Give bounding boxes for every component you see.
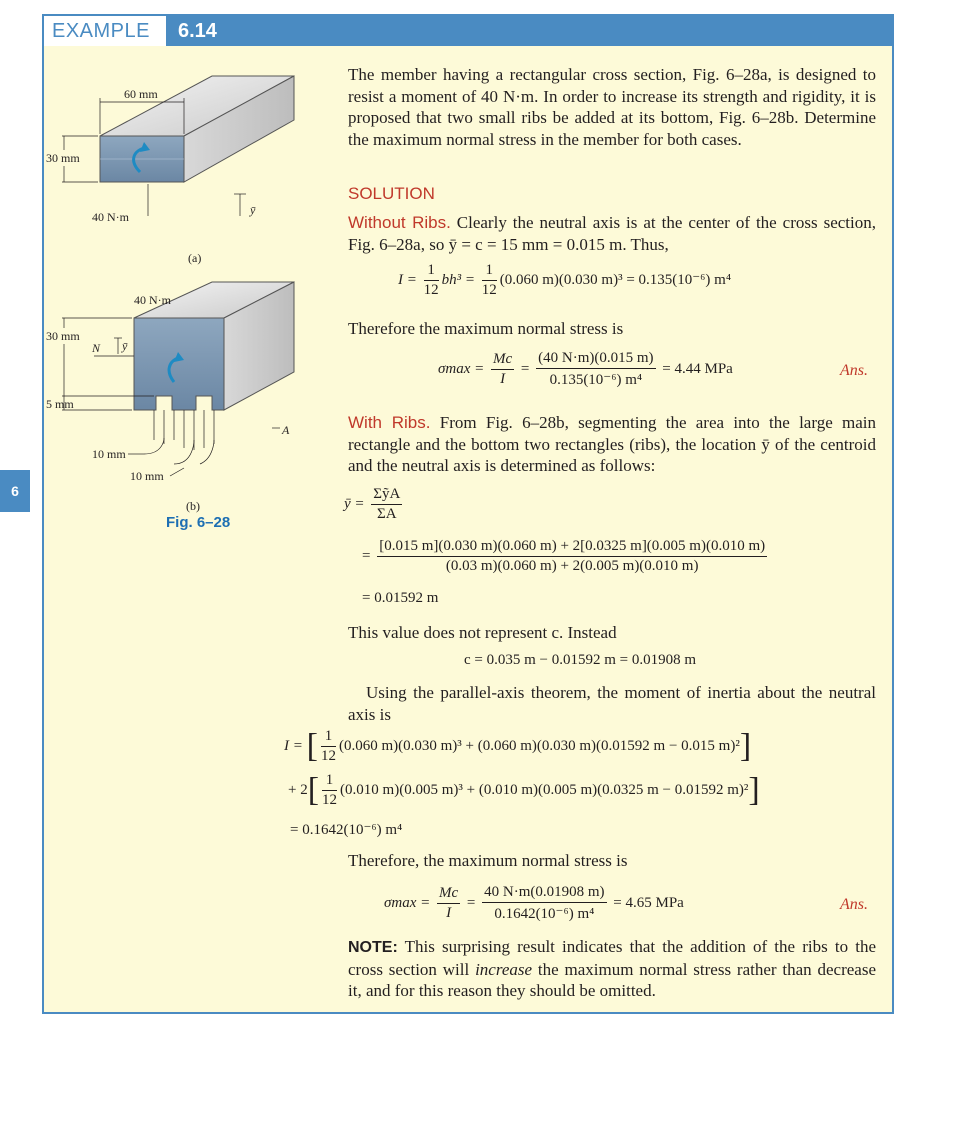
eq-inertia-a-frac1-num: 1 xyxy=(424,262,439,281)
eq-sigma-a-frac2-num: (40 N·m)(0.015 m) xyxy=(536,350,655,369)
note-emphasis: increase xyxy=(475,959,533,979)
eq-inertia-a-mid: bh³ = xyxy=(441,271,475,288)
eq-inertia-b1-close-bracket: ] xyxy=(739,727,752,765)
fig-b-rib-gap-label: 10 mm xyxy=(130,469,164,483)
without-ribs-paragraph xyxy=(348,212,876,255)
eq-ybar-lhs: ȳ = xyxy=(344,495,365,512)
eq-sigma-a-frac1-num: Mc xyxy=(491,351,514,370)
example-header xyxy=(44,16,892,46)
eq-sigma-a-frac2 xyxy=(536,350,655,389)
eq-sigma-a-frac1 xyxy=(491,351,514,388)
eq-sigma-a-frac2-den: 0.135(10⁻⁶) m⁴ xyxy=(549,372,643,388)
eq-sigma-a-lhs: σmax = xyxy=(438,360,485,377)
eq-sigma-b-equals: = xyxy=(466,894,476,911)
eq-sigma-b-frac1-den: I xyxy=(446,905,452,921)
example-number: 6.14 xyxy=(178,20,217,42)
eq-sigma-a-equals: = xyxy=(520,360,530,377)
eq-inertia-b2-open-bracket: [ xyxy=(307,771,320,809)
eq-inertia-a-rhs: (0.060 m)(0.030 m)³ = 0.135(10⁻⁶) m⁴ xyxy=(499,271,732,288)
eq-sigma-b-frac1 xyxy=(437,885,460,922)
with-ribs-text: From Fig. 6–28b, segmenting the area into the large main rectangle and the bottom two rectangles (ribs), the location ȳ of the centroid and the neutral axis is determined as follows: xyxy=(348,413,877,475)
with-ribs-paragraph xyxy=(348,412,876,477)
intro-paragraph: The member having a rectangular cross section, Fig. 6–28a, is designed to resist a moment of 40 N·m. In order to increase its strength and rigidity, it is proposed that two small ribs be added at its bottom, Fig. 6–28b. Determine the maximum normal stress in the member for both cases. xyxy=(348,65,876,149)
eq-sigma-b-frac2-num: 40 N·m(0.01908 m) xyxy=(482,884,606,903)
with-ribs-heading: With Ribs. xyxy=(348,413,431,432)
eq-inertia-b2-close-bracket: ] xyxy=(748,771,760,809)
eq-c: c = 0.035 m − 0.01592 m = 0.01908 m xyxy=(464,652,697,668)
note-text-b: the maximum normal stress rather than decrease it, and for this reason they should be omitted. xyxy=(348,959,876,1000)
eq-inertia-b1-body: (0.060 m)(0.030 m)³ + (0.060 m)(0.030 m)(0.01592 m − 0.015 m)² xyxy=(338,737,740,754)
eq-inertia-a-frac2-den: 12 xyxy=(481,282,497,298)
not-c-text: This value does not represent c. Instead xyxy=(348,623,617,642)
note-text-a: This surprising result indicates that the addition of the ribs to the cross section will xyxy=(348,937,876,979)
example-label: EXAMPLE xyxy=(44,16,166,46)
parallel-axis-text: Using the parallel-axis theorem, the moment of inertia about the neutral axis is xyxy=(348,683,876,724)
eq-inertia-b1-frac-num: 1 xyxy=(321,728,336,747)
eq-inertia-b2-frac-num: 1 xyxy=(322,772,337,791)
eq-ybar-sub-equals: = xyxy=(362,547,371,564)
fig-a-sublabel: (a) xyxy=(188,251,202,265)
eq-inertia-a-frac2 xyxy=(482,262,497,299)
eq-inertia-b3: = 0.1642(10⁻⁶) m⁴ xyxy=(290,822,403,838)
without-ribs-text: Clearly the neutral axis is at the center of the cross section, Fig. 6–28a, so ȳ = c = 15 mm = 0.015 m. Thus, xyxy=(348,213,876,254)
therefore-b: Therefore, the maximum normal stress is xyxy=(348,851,628,870)
without-ribs-heading: Without Ribs. xyxy=(348,213,451,232)
eq-ybar xyxy=(344,486,405,523)
eq-inertia-a-lhs: I = xyxy=(398,271,417,288)
eq-sigma-b-frac2 xyxy=(482,884,606,923)
eq-ybar-frac xyxy=(371,486,402,523)
figure-caption: Fig. 6–28 xyxy=(166,514,231,531)
eq-inertia-b1-frac-den: 12 xyxy=(320,748,336,764)
fig-b-height-label: 30 mm xyxy=(46,329,80,343)
fig-b-rib-height-label: 5 mm xyxy=(46,397,74,411)
therefore-a: Therefore the maximum normal stress is xyxy=(348,319,624,338)
eq-inertia-b1 xyxy=(284,728,751,765)
fig-a-width-label: 60 mm xyxy=(124,87,158,101)
eq-inertia-a-frac2-num: 1 xyxy=(482,262,497,281)
fig-b-neutral-label: N xyxy=(92,341,101,355)
eq-sigma-a-frac1-den: I xyxy=(500,371,506,387)
eq-sigma-a-rhs: = 4.44 MPa xyxy=(662,360,733,377)
eq-inertia-b1-lhs: I = xyxy=(284,737,303,754)
eq-ybar-sub-num: [0.015 m](0.030 m)(0.060 m) + 2[0.0325 m](0.005 m)(0.010 m) xyxy=(377,538,767,557)
eq-inertia-b2-frac-den: 12 xyxy=(322,792,338,808)
eq-ybar-num: ΣỹA xyxy=(371,486,402,505)
eq-sigma-b-rhs: = 4.65 MPa xyxy=(613,894,684,911)
figure-a xyxy=(44,56,344,286)
chapter-tab: 6 xyxy=(0,470,30,512)
eq-ybar-sub-den: (0.03 m)(0.060 m) + 2(0.005 m)(0.010 m) xyxy=(445,558,699,574)
eq-sigma-b-frac1-num: Mc xyxy=(437,885,460,904)
eq-inertia-b1-frac xyxy=(321,728,336,765)
eq-ybar-den: ΣA xyxy=(377,506,397,522)
eq-sigma-b xyxy=(384,884,684,923)
eq-sigma-b-frac2-den: 0.1642(10⁻⁶) m⁴ xyxy=(494,906,595,922)
figure-b xyxy=(44,278,344,538)
eq-inertia-b2-body: (0.010 m)(0.005 m)³ + (0.010 m)(0.005 m)(0.0325 m − 0.01592 m)² xyxy=(340,781,749,798)
eq-ybar-result: = 0.01592 m xyxy=(362,590,439,606)
eq-ybar-sub-frac xyxy=(377,538,767,575)
fig-b-rib-width-label: 10 mm xyxy=(92,447,126,461)
example-box xyxy=(42,14,894,1014)
note-label: NOTE: xyxy=(348,939,398,956)
eq-inertia-b2-lhs: + 2 xyxy=(288,781,308,798)
note-paragraph xyxy=(348,936,876,1002)
eq-inertia-b1-open-bracket: [ xyxy=(306,727,318,765)
fig-b-ybar-label: ȳ xyxy=(122,339,128,353)
eq-inertia-a-frac1-den: 12 xyxy=(423,282,439,298)
fig-a-height-label: 30 mm xyxy=(46,151,80,165)
eq-inertia-b2-frac xyxy=(322,772,337,809)
eq-inertia-a-frac1 xyxy=(424,262,439,299)
eq-inertia-a xyxy=(398,262,731,299)
solution-heading: SOLUTION xyxy=(348,184,435,203)
fig-b-moment-label: 40 N·m xyxy=(134,293,171,307)
fig-b-point-label: A xyxy=(282,423,290,437)
eq-inertia-b2 xyxy=(288,772,760,809)
fig-b-sublabel: (b) xyxy=(186,499,200,513)
answer-label-a: Ans. xyxy=(840,362,868,379)
eq-sigma-b-lhs: σmax = xyxy=(384,894,431,911)
fig-a-ybar-label: ȳ xyxy=(250,203,256,217)
fig-a-moment-label: 40 N·m xyxy=(92,210,129,224)
eq-sigma-a xyxy=(438,350,733,389)
answer-label-b: Ans. xyxy=(840,896,868,913)
eq-ybar-substitution xyxy=(362,538,770,575)
